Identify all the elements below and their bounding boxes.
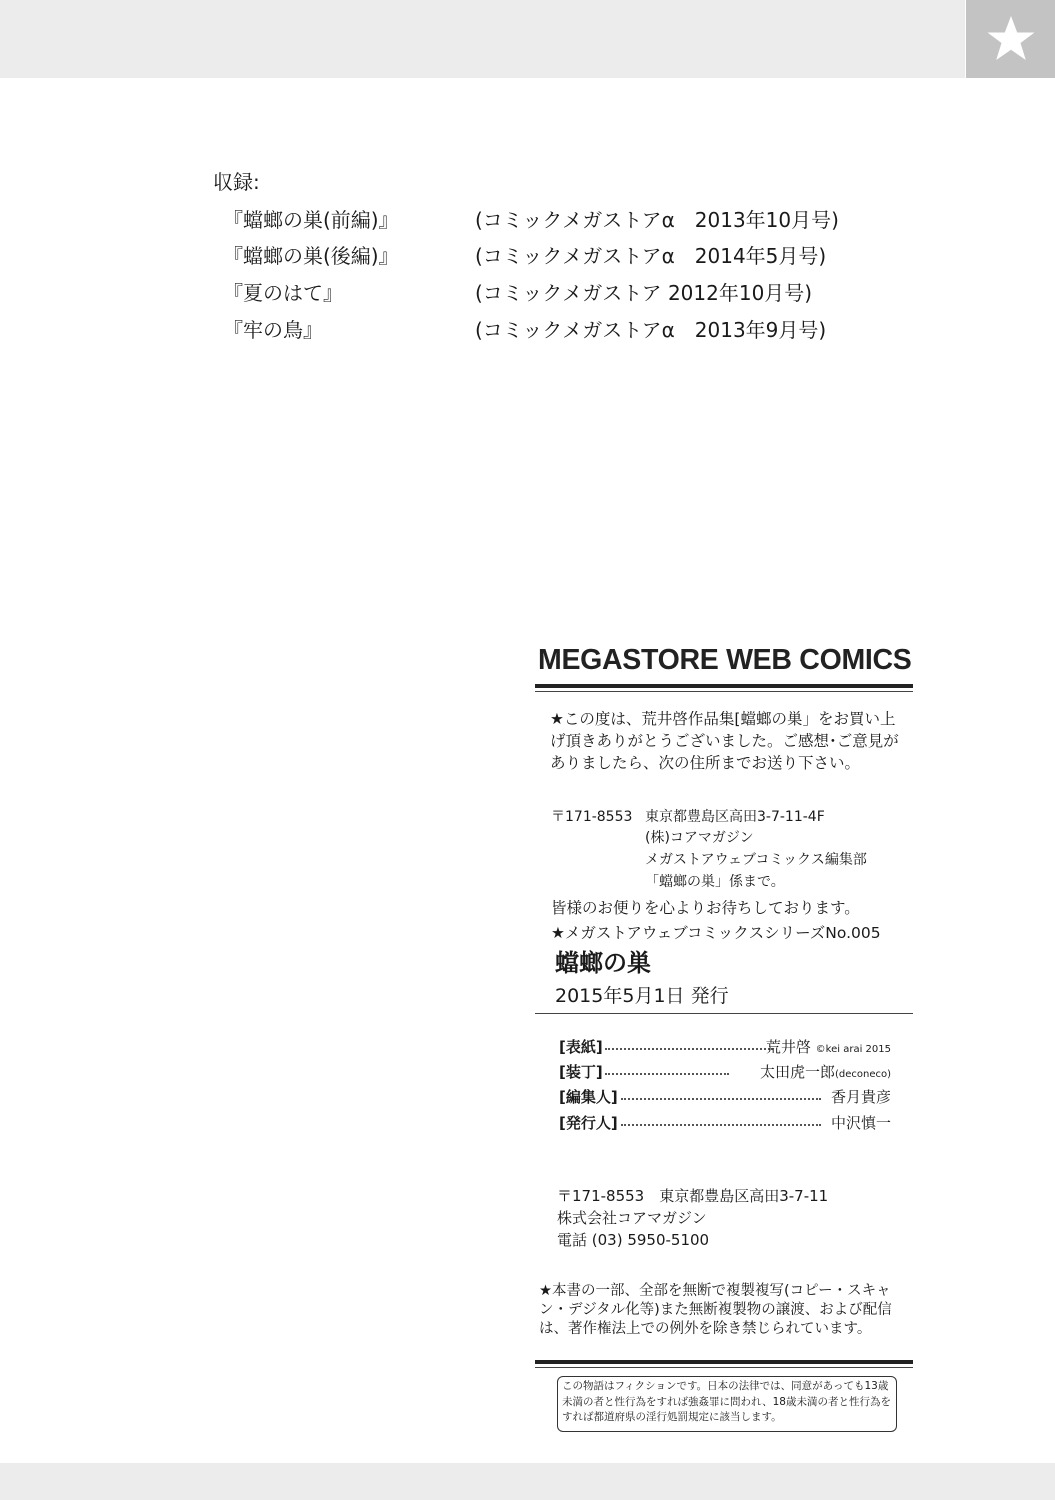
publication-date: 2015年5月1日 発行	[555, 985, 729, 1007]
brand-title: MEGASTORE WEB COMICS	[538, 644, 912, 676]
mail-dept: メガストアウェブコミックス編集部	[645, 852, 867, 868]
leader-dots	[621, 1124, 821, 1126]
credit-row	[559, 1061, 891, 1085]
leader-dots	[605, 1048, 773, 1050]
contents-entry	[213, 314, 913, 344]
credit-role: [装丁]	[559, 1063, 603, 1081]
divider	[535, 691, 913, 692]
entry-source: (コミックメガストアα 2013年9月号)	[475, 318, 827, 342]
entry-title: 『蟷螂の巣(前編)』	[223, 208, 399, 232]
entry-title: 『蟷螂の巣(後編)』	[223, 244, 399, 268]
contents-entry	[213, 277, 913, 307]
contents-label: 収録:	[213, 170, 260, 194]
thanks-message: ★この度は、荒井啓作品集[蟷螂の巣」をお買い上げ頂きありがとうございました。ご感想･ご意見がありましたら、次の住所までお送り下さい。	[550, 710, 899, 772]
credit-name: 中沢慎一	[830, 1114, 891, 1132]
closing-text: 皆様のお便りを心よりお待ちしております。	[551, 899, 860, 917]
entry-title: 『牢の鳥』	[223, 318, 323, 342]
entry-source: (コミックメガストアα 2014年5月号)	[475, 244, 827, 268]
fiction-notice: この物語はフィクションです。日本の法律では、同意があっても13歳未満の者と性行為をすれば強姦罪に問われ、18歳未満の者と性行為をすれば都道府県の淫行処罰規定に該当します。	[557, 1376, 897, 1432]
leader-dots	[605, 1073, 729, 1075]
header-band	[0, 0, 965, 78]
divider	[535, 1367, 913, 1368]
credit-role: [発行人]	[559, 1114, 618, 1132]
contents-entry	[213, 204, 913, 234]
credit-name: 太田虎一郎(deconeco)	[759, 1063, 891, 1081]
entry-source: (コミックメガストア 2012年10月号)	[475, 281, 813, 305]
mail-address: 東京都豊島区高田3-7-11-4F	[645, 809, 825, 825]
mail-attn: 「蟷螂の巣」係まで。	[645, 874, 785, 890]
star-icon	[986, 14, 1036, 64]
credit-row	[559, 1112, 891, 1136]
credit-row	[559, 1086, 891, 1110]
mail-postal: 〒171-8553	[551, 809, 633, 825]
divider	[535, 684, 913, 688]
contents-entry	[213, 240, 913, 270]
divider	[535, 1013, 913, 1014]
footer-band	[0, 1463, 1055, 1500]
book-title: 蟷螂の巣	[555, 949, 651, 977]
credit-role: [表紙]	[559, 1038, 603, 1056]
credit-row	[559, 1036, 891, 1060]
entry-source: (コミックメガストアα 2013年10月号)	[475, 208, 839, 232]
divider	[535, 1360, 913, 1364]
publisher-phone: 電話 (03) 5950-5100	[557, 1231, 710, 1249]
publisher-address: 〒171-8553 東京都豊島区高田3-7-11	[557, 1187, 829, 1205]
credit-name: 荒井啓 ©kei arai 2015	[765, 1038, 891, 1056]
mail-company: (株)コアマガジン	[645, 830, 754, 846]
credit-name: 香月貴彦	[830, 1088, 891, 1106]
series-label: ★メガストアウェブコミックスシリーズNo.005	[551, 924, 881, 942]
publisher-name: 株式会社コアマガジン	[557, 1209, 707, 1227]
leader-dots	[621, 1098, 821, 1100]
copyright-notice: ★本書の一部、全部を無断で複製複写(コピー・スキャン・デジタル化等)また無断複製物の譲渡、および配信は、著作権法上での例外を除き禁じられています。	[539, 1283, 892, 1337]
corner-tab	[966, 0, 1055, 78]
entry-title: 『夏のはて』	[223, 281, 343, 305]
credit-role: [編集人]	[559, 1088, 618, 1106]
